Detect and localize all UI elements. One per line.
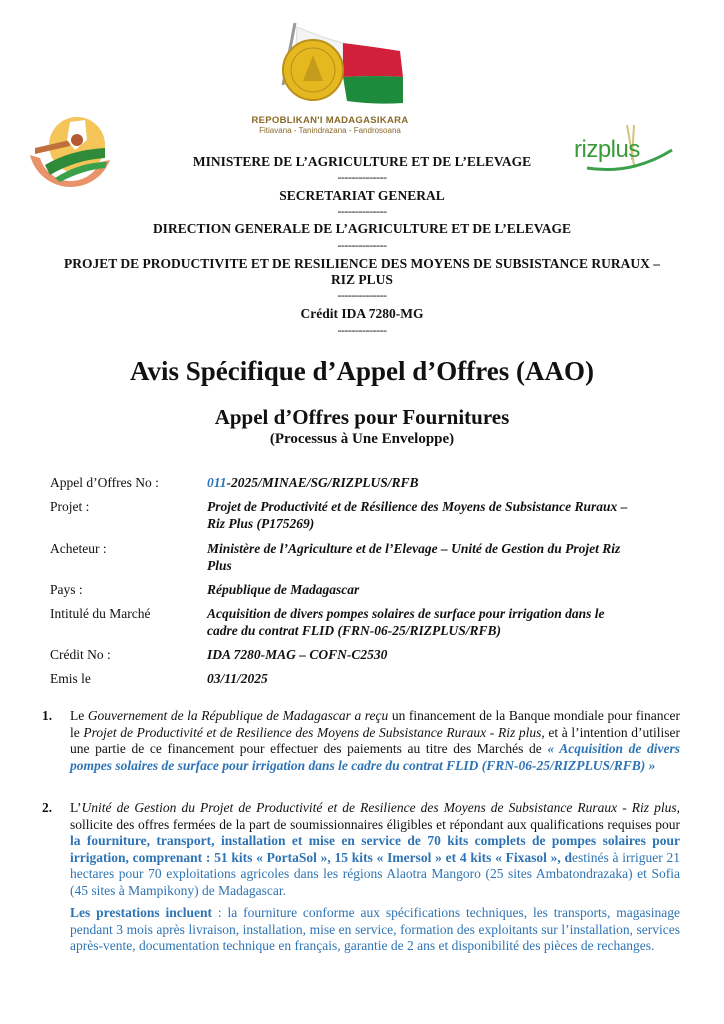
separator: -------------- <box>337 170 387 184</box>
detail-value-line: cadre du contrat FLID (FRN-06-25/RIZPLUS/RFB) <box>207 623 502 638</box>
secretariat-heading: SECRETARIAT GENERAL <box>279 188 445 203</box>
text: Le <box>70 708 88 723</box>
detail-value-credit-no: IDA 7280-MAG – COFN-C2530 <box>207 647 388 662</box>
italic-text: Projet de Productivité et de Resilience des Moyens de Subsistance Ruraux - Riz plus, <box>83 724 545 740</box>
separator: -------------- <box>337 323 387 337</box>
detail-value-issue-date: 03/11/2025 <box>207 671 268 686</box>
detail-label: Emis le <box>50 671 91 686</box>
detail-label: Projet : <box>50 499 90 514</box>
services-text: : la fourniture conforme aux spécifications techniques, les transports, magasinage pendant 3 mois après livraison, installation, mise en service, formation des exploitants sur l’installation, services après-vente, documentation technique en français, garantie de 2 ans et disponibilité des pièces de rechanges. <box>70 905 681 953</box>
paragraph-2 <box>70 800 680 899</box>
detail-value-line: Projet de Productivité et de Résilience des Moyens de Subsistance Ruraux – <box>207 499 628 514</box>
detail-value-contract-title <box>207 605 667 639</box>
process-subtitle: (Processus à Une Enveloppe) <box>269 431 455 447</box>
services-paragraph <box>70 905 680 955</box>
text: un financement de la Banque mondiale pour financer le <box>70 708 680 740</box>
detail-value-project <box>207 498 667 532</box>
detail-value-tender-no <box>207 474 667 491</box>
detail-value-line: Riz Plus (P175269) <box>207 516 315 531</box>
riz-plus-logo <box>572 120 677 180</box>
direction-heading: DIRECTION GENERALE DE L’AGRICULTURE ET DE L’ELEVAGE <box>152 221 572 236</box>
text: L’ <box>70 800 82 815</box>
scope-highlight: la fourniture, transport, installation et mise en service de 70 kits complets de pompes solaires pour irrigation, comprenant : 51 kits « PortaSol », 15 kits « Imersol » et 4 kits « Fixasol », d <box>70 833 680 865</box>
separator: -------------- <box>337 238 387 252</box>
paragraph-1 <box>70 708 680 774</box>
paragraph-number: 1. <box>42 708 53 723</box>
riz-plus-brand: rizplus <box>574 136 640 163</box>
paragraph-number: 2. <box>42 800 53 815</box>
contract-title-highlight: « Acquisition de divers pompes solaires de surface pour irrigation dans le cadre du contrat FLID (FRN-06-25/RIZPLUS/RFB) » <box>70 741 680 773</box>
tender-number: -2025/MINAE/SG/RIZPLUS/RFB <box>226 475 419 490</box>
services-heading: Les prestations incluent <box>70 905 212 920</box>
credit-heading: Crédit IDA 7280-MG <box>300 306 424 321</box>
madagascar-emblem-logo <box>225 15 435 135</box>
project-heading-line2: RIZ PLUS <box>331 272 393 287</box>
detail-value-line: Plus <box>207 558 232 573</box>
separator: -------------- <box>337 288 387 302</box>
detail-value-line: Ministère de l’Agriculture et de l’Elevage – Unité de Gestion du Projet Riz <box>207 541 621 556</box>
emblem-caption: REPOBLIKAN'I MADAGASIKARA <box>251 115 409 126</box>
document-title: Avis Spécifique d’Appel d’Offres (AAO) <box>130 356 594 386</box>
text: et à l’intention d’utiliser une partie de ce financement pour effectuer des paiements au titre des Marchés de <box>70 724 680 756</box>
ministry-heading: MINISTERE DE L’AGRICULTURE ET DE L’ELEVAGE <box>192 154 532 169</box>
detail-label: Intitulé du Marché <box>50 606 151 621</box>
detail-label: Crédit No : <box>50 647 111 662</box>
italic-text: Gouvernement de la République de Madagascar a reçu <box>87 708 389 723</box>
detail-label: Appel d’Offres No : <box>50 475 159 490</box>
tender-number-prefix: 011 <box>207 475 227 490</box>
detail-value-buyer <box>207 540 667 574</box>
detail-label: Pays : <box>50 582 83 597</box>
emblem-motto: Fitiavana - Tanindrazana - Fandrosoana <box>259 126 401 135</box>
ministry-logo <box>25 110 115 195</box>
detail-value-line: Acquisition de divers pompes solaires de surface pour irrigation dans le <box>207 606 605 621</box>
scope-text: estinés à irriguer 21 hectares pour 70 exploitations agricoles dans les régions Alaotra Mangoro (25 sites Ambatondrazaka) et Sofia (45 sites à Mampikony) de Madagascar. <box>70 849 681 898</box>
italic-text: Unité de Gestion du Projet de Productivité et de Resilience des Moyens de Subsistance Ruraux - Riz plus, <box>81 800 680 815</box>
document-subtitle: Appel d’Offres pour Fournitures <box>214 405 510 429</box>
project-heading-line1: PROJET DE PRODUCTIVITE ET DE RESILIENCE DES MOYENS DE SUBSISTANCE RURAUX – <box>63 256 660 271</box>
detail-label: Acheteur : <box>50 541 107 556</box>
detail-value-country: République de Madagascar <box>207 582 360 597</box>
separator: -------------- <box>337 204 387 218</box>
text: sollicite des offres fermées de la part de soumissionnaires éligibles et répondant aux qualifications requises pour <box>70 816 680 832</box>
ministry-gear-icon <box>25 110 115 195</box>
flag-and-seal-icon <box>225 15 435 110</box>
